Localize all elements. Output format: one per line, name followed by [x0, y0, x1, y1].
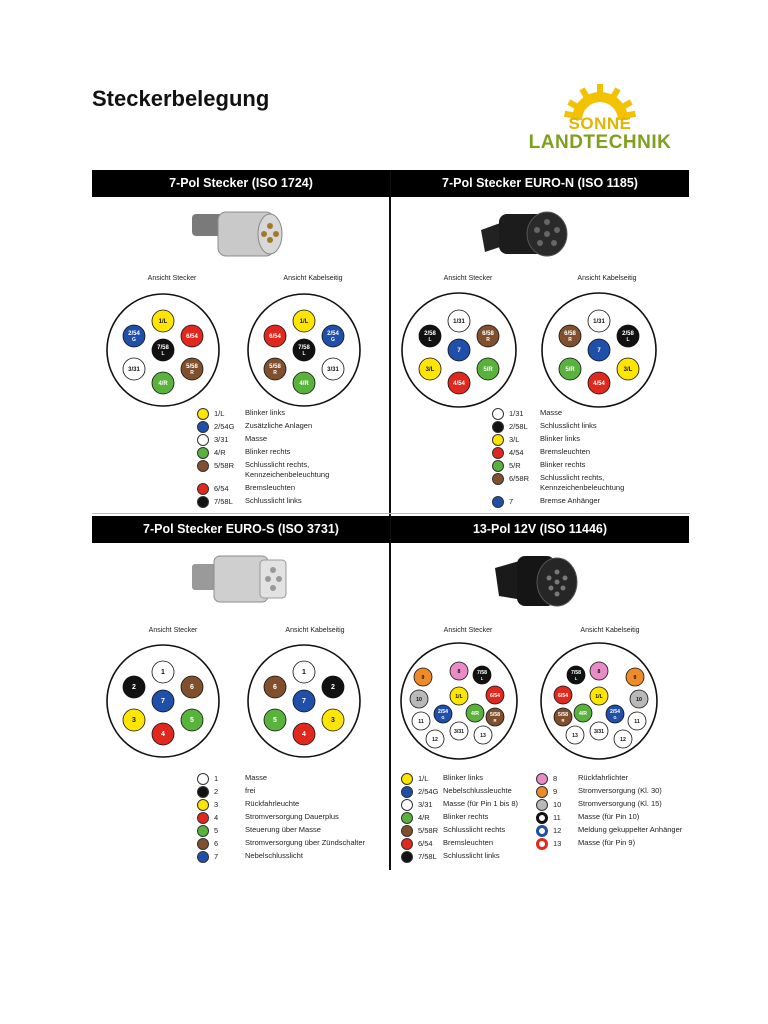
section-iso-1724 — [92, 170, 390, 514]
pin-label: 5/58 — [489, 712, 501, 718]
color-swatch — [536, 838, 548, 850]
pin-label: 5 — [273, 717, 277, 724]
plug-view-diagram — [107, 294, 219, 406]
legend-description: Blinker links — [443, 773, 484, 782]
legend-code: 12 — [553, 826, 562, 835]
pin-label: 4/R — [158, 381, 168, 387]
pin-label: 4/54 — [453, 381, 465, 387]
legend-description: Blinker rechts — [443, 812, 489, 821]
legend-code: 3/31 — [418, 800, 433, 809]
pin-label: 13 — [572, 733, 578, 739]
color-swatch — [492, 496, 504, 508]
legend-code: 6/54 — [214, 484, 229, 493]
color-swatch — [197, 447, 209, 459]
pin-label: L — [302, 351, 306, 357]
pin-diagrams — [391, 516, 689, 766]
color-swatch — [197, 408, 209, 420]
legend-description: Rückfahrlichter — [578, 773, 629, 782]
color-swatch — [401, 825, 413, 837]
legend-code: 1 — [214, 774, 219, 783]
color-swatch — [401, 773, 413, 785]
legend-code: 5/R — [509, 461, 521, 470]
legend-description: Rückfahrleuchte — [245, 799, 300, 808]
pin-label: 6/54 — [557, 693, 569, 699]
company-logo — [520, 82, 680, 156]
legend-code: 5 — [214, 826, 219, 835]
pin-label: G — [613, 715, 617, 720]
color-swatch — [197, 851, 209, 863]
pin-label: 10 — [636, 697, 642, 703]
plug-view-diagram — [402, 293, 516, 407]
legend-row — [536, 786, 686, 799]
legend-code: 9 — [553, 787, 558, 796]
legend-row — [536, 773, 686, 786]
pin-label: 3 — [331, 717, 335, 724]
color-swatch — [536, 773, 548, 785]
pin-label: 5/58 — [269, 364, 281, 370]
color-swatch — [536, 786, 548, 798]
pin-label: 2/54 — [609, 709, 621, 715]
legend-code: 6/58R — [509, 474, 530, 483]
logo-line-1: SONNE — [568, 114, 632, 133]
pin-label: 3/31 — [453, 729, 465, 735]
view-label-cable: Ansicht Kabelseitig — [577, 275, 637, 282]
legend-code: 6 — [214, 839, 219, 848]
legend-description: Blinker rechts — [245, 447, 291, 456]
logo-line-2: LANDTECHNIK — [528, 132, 672, 153]
pin-label: G — [132, 337, 136, 343]
legend-description: Stromversorgung über Zündschalter — [245, 838, 366, 847]
pin-label: 5 — [190, 717, 194, 724]
legend-code: 7 — [509, 497, 514, 506]
color-swatch — [492, 460, 504, 472]
legend-description: Bremsleuchten — [245, 483, 296, 492]
legend-row — [536, 838, 686, 851]
pin-label: 4 — [161, 731, 165, 738]
pin-label: 11 — [634, 719, 640, 725]
view-label-plug: Ansicht Stecker — [443, 627, 493, 634]
cable-view-diagram — [248, 645, 360, 757]
legend-code: 10 — [553, 800, 562, 809]
legend-code: 1/31 — [509, 409, 524, 418]
pin-label: 7 — [302, 698, 306, 705]
color-swatch — [197, 799, 209, 811]
pin-label: 3/31 — [593, 729, 605, 735]
pin-label: 8 — [597, 669, 601, 675]
color-swatch — [197, 460, 209, 472]
pin-label: 1/31 — [453, 319, 465, 325]
cable-view-diagram — [542, 293, 656, 407]
pin-label: 2/54 — [437, 709, 449, 715]
legend-code: 11 — [553, 813, 561, 822]
pin-label: R — [561, 718, 565, 723]
pin-label: 2/58 — [622, 331, 634, 337]
color-swatch — [401, 799, 413, 811]
pin-label: 1/L — [455, 694, 463, 700]
pin-label: 7/58 — [157, 345, 169, 351]
legend-code: 5/58R — [214, 461, 235, 470]
legend-description: Nebelschlusslicht — [245, 851, 303, 860]
color-swatch — [536, 812, 548, 824]
color-swatch — [197, 483, 209, 495]
plug-view-diagram — [401, 643, 517, 759]
legend-description: Schlusslicht rechts, — [540, 473, 605, 482]
legend-description: Masse (für Pin 9) — [578, 838, 636, 847]
legend-description: Stromversorgung (Kl. 30) — [578, 786, 662, 795]
pin-label: 3/31 — [128, 367, 140, 373]
legend-description: Schlusslicht rechts, — [245, 460, 310, 469]
pin-label: 12 — [620, 737, 626, 743]
legend-description: Masse — [540, 408, 563, 417]
color-swatch — [197, 496, 209, 508]
pin-label: 6/58 — [564, 331, 576, 337]
legend-row — [401, 799, 551, 812]
pin-label: 3/L — [623, 367, 633, 373]
legend-description: Nebelschlussleuchte — [443, 786, 512, 795]
legend-row — [492, 421, 768, 434]
legend-description: Masse (für Pin 10) — [578, 812, 640, 821]
plug-view-diagram — [107, 645, 219, 757]
color-swatch — [536, 825, 548, 837]
pin-label: 4/R — [299, 381, 309, 387]
legend-code: 4/R — [214, 448, 226, 457]
legend-code: 1/L — [214, 409, 225, 418]
view-label-plug: Ansicht Stecker — [148, 627, 198, 634]
color-swatch — [197, 773, 209, 785]
legend-code: 4/R — [418, 813, 430, 822]
legend-row — [401, 838, 551, 851]
legend-row — [401, 786, 551, 799]
color-swatch — [492, 434, 504, 446]
legend-row — [492, 460, 768, 473]
pin-label: 6/54 — [186, 334, 198, 340]
legend-code: 2/54G — [418, 787, 439, 796]
pin-label: 6 — [273, 684, 277, 691]
pin-label: 1 — [161, 669, 165, 676]
color-swatch — [401, 812, 413, 824]
legend-code: 1/L — [418, 774, 429, 783]
legend-description: frei — [245, 786, 256, 795]
color-swatch — [197, 434, 209, 446]
pin-label: 7 — [457, 348, 461, 354]
color-swatch — [197, 786, 209, 798]
pin-label: 4/R — [578, 711, 588, 717]
legend-code: 3/L — [509, 435, 520, 444]
legend-row — [401, 851, 551, 864]
pin-label: 6/54 — [489, 693, 501, 699]
pin-label: 7/58 — [476, 670, 488, 676]
color-swatch — [197, 825, 209, 837]
pin-label: G — [441, 715, 445, 720]
legend-description: Schlusslicht links — [245, 496, 302, 505]
color-swatch — [492, 447, 504, 459]
pin-label: L — [161, 351, 165, 357]
legend-description: Steuerung über Masse — [245, 825, 321, 834]
color-swatch — [401, 786, 413, 798]
cable-view-diagram — [248, 294, 360, 406]
pin-label: 3/31 — [327, 367, 339, 373]
view-label-cable: Ansicht Kabelseitig — [580, 627, 640, 634]
pin-label: 5/58 — [557, 712, 569, 718]
pin-diagrams — [92, 170, 390, 410]
section-iso-1185 — [391, 170, 689, 514]
pin-label: 2 — [331, 684, 335, 691]
pin-label: R — [190, 370, 194, 376]
legend-description: Blinker rechts — [540, 460, 586, 469]
legend-description: Bremsleuchten — [540, 447, 591, 456]
color-swatch — [492, 421, 504, 433]
pin-label: 2/58 — [424, 331, 436, 337]
view-label-plug: Ansicht Stecker — [443, 275, 493, 282]
pin-label: 2 — [132, 684, 136, 691]
pin-label: 1/L — [595, 694, 603, 700]
color-swatch — [492, 473, 504, 485]
pin-label: L — [574, 676, 578, 681]
color-swatch — [401, 838, 413, 850]
pin-label: L — [480, 676, 484, 681]
legend-code: 2 — [214, 787, 219, 796]
pin-label: 3/L — [425, 367, 435, 373]
legend-description: Blinker links — [245, 408, 286, 417]
legend-code: 8 — [553, 774, 558, 783]
legend-code: 7/58L — [418, 852, 437, 861]
pin-label: 5/R — [565, 367, 575, 373]
color-swatch — [492, 408, 504, 420]
view-label-cable: Ansicht Kabelseitig — [285, 627, 345, 634]
legend-row — [492, 408, 768, 421]
pin-label: 5/R — [483, 367, 493, 373]
legend-row — [492, 496, 768, 509]
pin-label: R — [486, 337, 490, 343]
legend-code: 3 — [214, 800, 219, 809]
legend-description: Schlusslicht links — [540, 421, 597, 430]
color-swatch — [401, 851, 413, 863]
pin-label: 2/54 — [128, 331, 140, 337]
legend-description: Stromversorgung Dauerplus — [245, 812, 339, 821]
pin-label: 6/54 — [269, 334, 281, 340]
legend-description: Masse — [245, 773, 268, 782]
pin-label: 7 — [161, 698, 165, 705]
legend-row — [401, 825, 551, 838]
section-iso-11446 — [391, 516, 689, 860]
pin-label: 5/58 — [186, 364, 198, 370]
color-swatch — [197, 421, 209, 433]
legend-description-line-2: Kennzeichenbeleuchtung — [540, 483, 625, 492]
pin-label: 10 — [416, 697, 422, 703]
section-title: 13-Pol 12V (ISO 11446) — [391, 516, 689, 543]
pin-label: 13 — [480, 733, 486, 739]
legend-description-line-2: Kennzeichenbeleuchtung — [245, 470, 330, 479]
color-swatch — [197, 812, 209, 824]
pin-label: 1/L — [299, 319, 309, 325]
pin-label: 4/54 — [593, 381, 605, 387]
view-label-cable: Ansicht Kabelseitig — [283, 275, 343, 282]
legend-description: Zusätzliche Anlagen — [245, 421, 313, 430]
legend-row — [492, 473, 768, 492]
legend-row — [401, 773, 551, 786]
section-iso-3731 — [92, 516, 390, 860]
pin-label: 6/58 — [482, 331, 494, 337]
legend-code: 6/54 — [418, 839, 433, 848]
legend-row — [536, 825, 686, 838]
legend-description: Meldung gekuppelter Anhänger — [578, 825, 683, 834]
legend-code: 4/54 — [509, 448, 524, 457]
pin-label: 4/R — [470, 711, 480, 717]
legend-description: Masse — [245, 434, 268, 443]
legend-row — [536, 812, 686, 825]
legend-description: Blinker links — [540, 434, 581, 443]
color-swatch — [197, 838, 209, 850]
pin-label: 3 — [132, 717, 136, 724]
legend-description: Schlusslicht links — [443, 851, 500, 860]
pin-label: 1/L — [158, 319, 168, 325]
legend-description: Masse (für Pin 1 bis 8) — [443, 799, 519, 808]
pin-label: 1 — [302, 669, 306, 676]
pin-label: 9 — [421, 675, 425, 681]
pin-label: L — [428, 337, 432, 343]
pin-label: 2/54 — [327, 331, 339, 337]
legend-code: 4 — [214, 813, 219, 822]
pin-diagrams — [391, 170, 689, 410]
pin-label: 8 — [457, 669, 461, 675]
legend-description: Bremse Anhänger — [540, 496, 601, 505]
pin-label: 7/58 — [298, 345, 310, 351]
pin-label: 4 — [302, 731, 306, 738]
pin-label: 7/58 — [570, 670, 582, 676]
pin-label: R — [568, 337, 572, 343]
pin-label: 6 — [190, 684, 194, 691]
legend-description: Bremsleuchten — [443, 838, 494, 847]
pin-label: L — [626, 337, 630, 343]
legend-description: Stromversorgung (Kl. 15) — [578, 799, 662, 808]
pin-label: 7 — [597, 348, 601, 354]
section-title: 7-Pol Stecker EURO-N (ISO 1185) — [391, 170, 689, 197]
legend-row — [492, 447, 768, 460]
legend-code: 13 — [553, 839, 562, 848]
page-title: Steckerbelegung — [92, 86, 270, 111]
cable-view-diagram — [541, 643, 657, 759]
view-label-plug: Ansicht Stecker — [147, 275, 197, 282]
color-swatch — [536, 799, 548, 811]
section-title: 7-Pol Stecker (ISO 1724) — [92, 170, 390, 197]
section-title: 7-Pol Stecker EURO-S (ISO 3731) — [92, 516, 390, 543]
legend-code: 2/54G — [214, 422, 235, 431]
legend-row — [401, 812, 551, 825]
legend-row — [536, 799, 686, 812]
legend-code: 2/58L — [509, 422, 528, 431]
pin-label: 11 — [418, 719, 424, 725]
pin-label: G — [331, 337, 335, 343]
pin-label: 12 — [432, 737, 438, 743]
pin-diagrams — [92, 516, 390, 766]
legend-code: 3/31 — [214, 435, 229, 444]
legend-code: 7 — [214, 852, 219, 861]
pin-label: R — [493, 718, 497, 723]
pin-label: 9 — [633, 675, 637, 681]
pin-label: R — [273, 370, 277, 376]
pin-label: 1/31 — [593, 319, 605, 325]
legend-row — [492, 434, 768, 447]
legend-code: 5/58R — [418, 826, 439, 835]
legend-description: Schlusslicht rechts — [443, 825, 506, 834]
legend-code: 7/58L — [214, 497, 233, 506]
